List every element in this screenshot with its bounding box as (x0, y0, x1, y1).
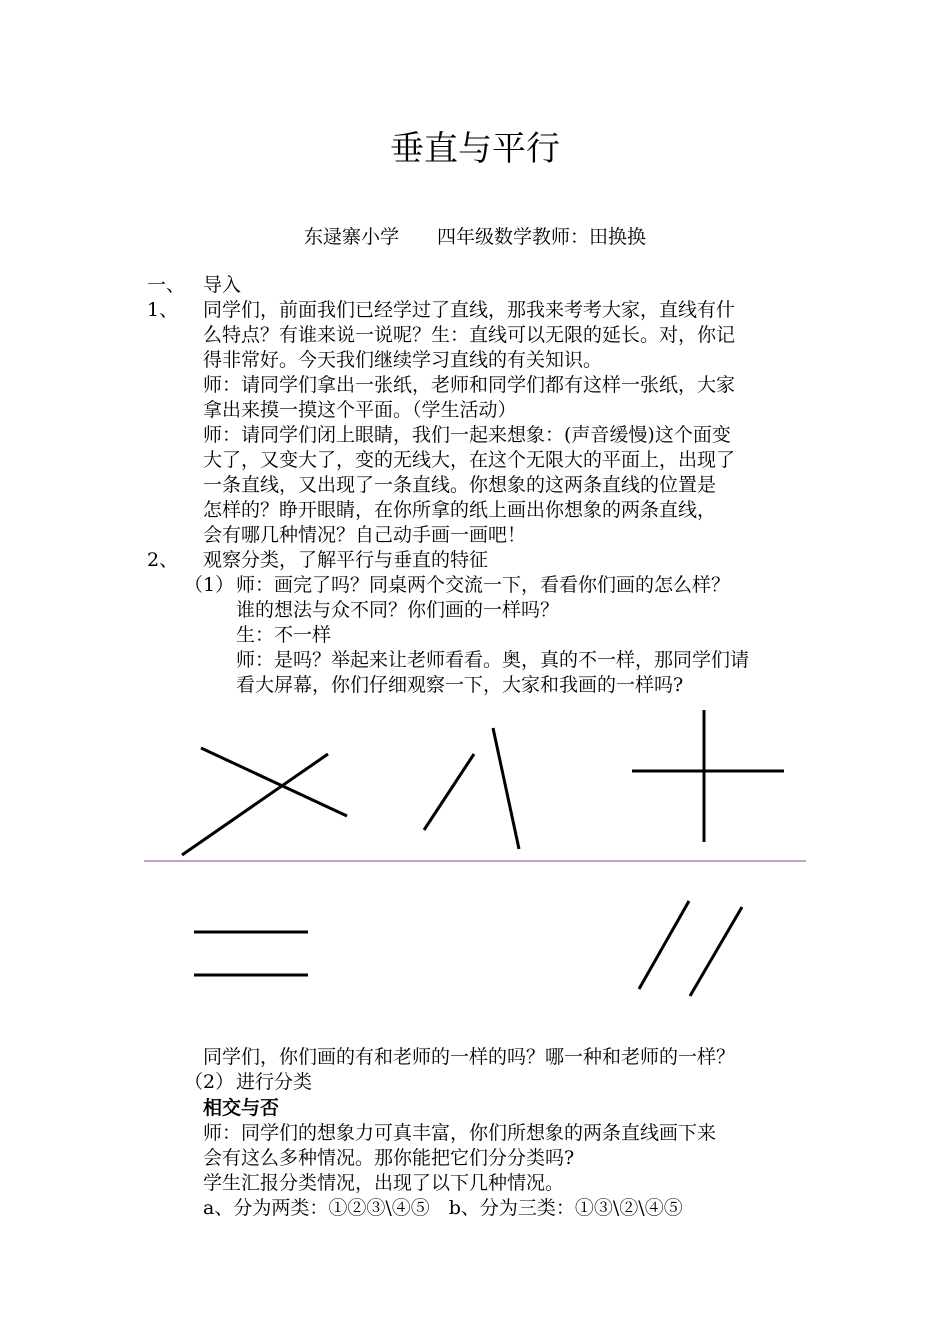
paragraph-line: 生：不一样 (236, 624, 332, 646)
bold-heading: 相交与否 (203, 1097, 280, 1119)
section-heading: 导入 (203, 274, 242, 296)
paragraph-line: 会有这么多种情况。那你能把它们分分类吗? (203, 1147, 575, 1169)
figure-1-line-a (201, 748, 347, 816)
author-line: 东逯寨小学 四年级数学教师：田换换 (303, 226, 646, 248)
paragraph-line: 师：画完了吗？同桌两个交流一下，看看你们画的怎么样？ (236, 574, 731, 596)
paragraph-line: 一条直线，又出现了一条直线。你想象的这两条直线的位置是 (203, 474, 717, 496)
figure-2-line-a (424, 754, 474, 830)
paragraph-line: 学生汇报分类情况，出现了以下几种情况。 (203, 1172, 565, 1194)
page-title: 垂直与平行 (390, 129, 560, 169)
paragraph-line: 师：请同学们闭上眼睛，我们一起来想象：(声音缓慢)这个面变 (203, 424, 731, 446)
sub-number: （1） (184, 574, 235, 596)
paragraph-line: 看大屏幕，你们仔细观察一下，大家和我画的一样吗? (236, 674, 684, 696)
section-number: 一、 (147, 274, 186, 296)
paragraph-line: 会有哪几种情况？自己动手画一画吧！ (203, 524, 527, 546)
sub-number: （2） (184, 1071, 235, 1093)
item-heading: 观察分类，了解平行与垂直的特征 (203, 549, 489, 571)
figure-5-line-a (639, 901, 689, 989)
paragraph-line: 么特点？有谁来说一说呢？生：直线可以无限的延长。对，你记 (203, 324, 736, 346)
figure-2-line-b (493, 728, 519, 849)
paragraph-line: 拿出来摸一摸这个平面。（学生活动） (203, 399, 517, 421)
figure-5-line-b (690, 907, 742, 996)
paragraph-line: 得非常好。今天我们继续学习直线的有关知识。 (203, 349, 603, 371)
paragraph-line: 同学们，你们画的有和老师的一样的吗？哪一种和老师的一样？ (203, 1046, 736, 1068)
sub-heading: 进行分类 (236, 1071, 313, 1093)
item-number: 2、 (147, 549, 179, 571)
paragraph-line: 师：请同学们拿出一张纸，老师和同学们都有这样一张纸，大家 (203, 374, 736, 396)
paragraph-line: 大了，又变大了，变的无线大，在这个无限大的平面上，出现了 (203, 449, 736, 471)
paragraph-line: 同学们，前面我们已经学过了直线，那我来考考大家，直线有什 (203, 299, 736, 321)
item-number: 1、 (147, 299, 179, 321)
paragraph-line: 师：同学们的想象力可真丰富，你们所想象的两条直线画下来 (203, 1122, 717, 1144)
paragraph-line: 师：是吗？举起来让老师看看。奥，真的不一样，那同学们请 (236, 649, 750, 671)
paragraph-line: 谁的想法与众不同？你们画的一样吗？ (236, 599, 560, 621)
classification-line: a、分为两类：①②③\④⑤ b、分为三类：①③\②\④⑤ (203, 1197, 683, 1219)
figure-1-line-b (182, 754, 328, 855)
paragraph-line: 怎样的？睁开眼睛，在你所拿的纸上画出你想象的两条直线， (203, 499, 717, 521)
